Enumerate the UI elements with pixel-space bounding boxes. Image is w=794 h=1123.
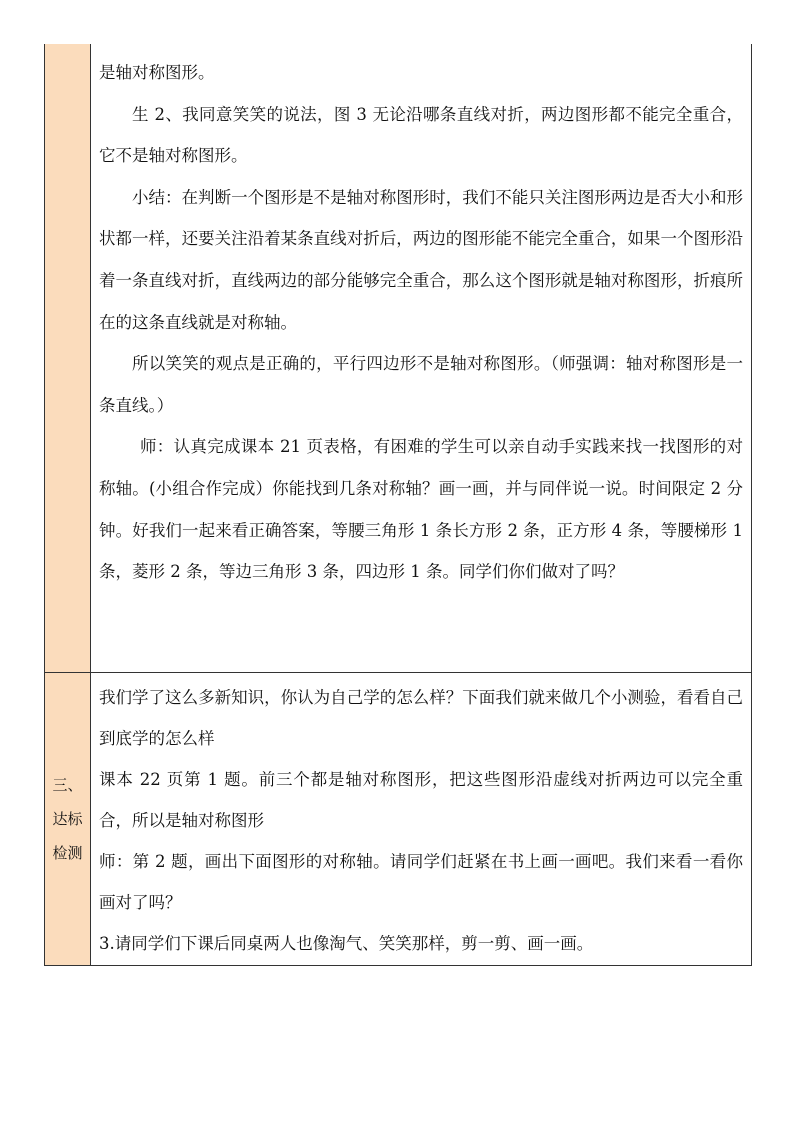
paragraph-exercise-2: 师：第 2 题，画出下面图形的对称轴。请同学们赶紧在书上画一画吧。我们来看一看你画对了吗？ xyxy=(99,852,743,912)
section-label-line-2: 达标 xyxy=(52,810,83,828)
paragraph-exercise-1: 课本 22 页第 1 题。前三个都是轴对称图形，把这些图形沿虚线对折两边可以完全重合，所以是轴对称图形 xyxy=(99,770,743,830)
paragraph-intro: 我们学了这么多新知识，你认为自己学的怎么样？下面我们就来做几个小测验，看看自己到底学的怎么样 xyxy=(99,688,743,748)
paragraph-teacher-task: 师：认真完成课本 21 页表格，有困难的学生可以亲自动手实践来找一找图形的对称轴。(小组合作完成）你能找到几条对称轴？画一画，并与同伴说一说。时间限定 2 分钟。好我们一起来看正确答案，等腰三角形 1 条长方形 2 条，正方形 4 条，等腰梯形 1 条，菱形 2 条，等边三角形 3 条，四边形 1 条。同学们你们做对了吗？ xyxy=(99,437,743,582)
paragraph-exercise-3: 3.请同学们下课后同桌两人也像淘气、笑笑那样，剪一剪、画一画。 xyxy=(99,934,594,953)
assessment-content-cell xyxy=(91,673,751,965)
table-row-assessment xyxy=(45,672,751,965)
section-label-line-3: 检测 xyxy=(52,844,83,862)
section-label-cell xyxy=(45,673,91,965)
section-label-line-1: 三、 xyxy=(52,776,83,794)
paragraph-conclusion: 所以笑笑的观点是正确的，平行四边形不是轴对称图形。（师强调：轴对称图形是一条直线。） xyxy=(99,354,743,415)
paragraph-continuation: 是轴对称图形。 xyxy=(99,63,215,82)
content-cell xyxy=(91,44,751,672)
section-label-cell-empty xyxy=(45,44,91,672)
lesson-plan-table xyxy=(44,44,752,966)
table-row-teaching-process xyxy=(45,44,751,672)
paragraph-summary: 小结：在判断一个图形是不是轴对称图形时，我们不能只关注图形两边是否大小和形状都一样，还要关注沿着某条直线对折后，两边的图形能不能完全重合，如果一个图形沿着一条直线对折，直线两边的部分能够完全重合，那么这个图形就是轴对称图形，折痕所在的这条直线就是对称轴。 xyxy=(99,187,743,332)
paragraph-student-2: 生 2、我同意笑笑的说法，图 3 无论沿哪条直线对折，两边图形都不能完全重合，它不是轴对称图形。 xyxy=(99,104,743,166)
